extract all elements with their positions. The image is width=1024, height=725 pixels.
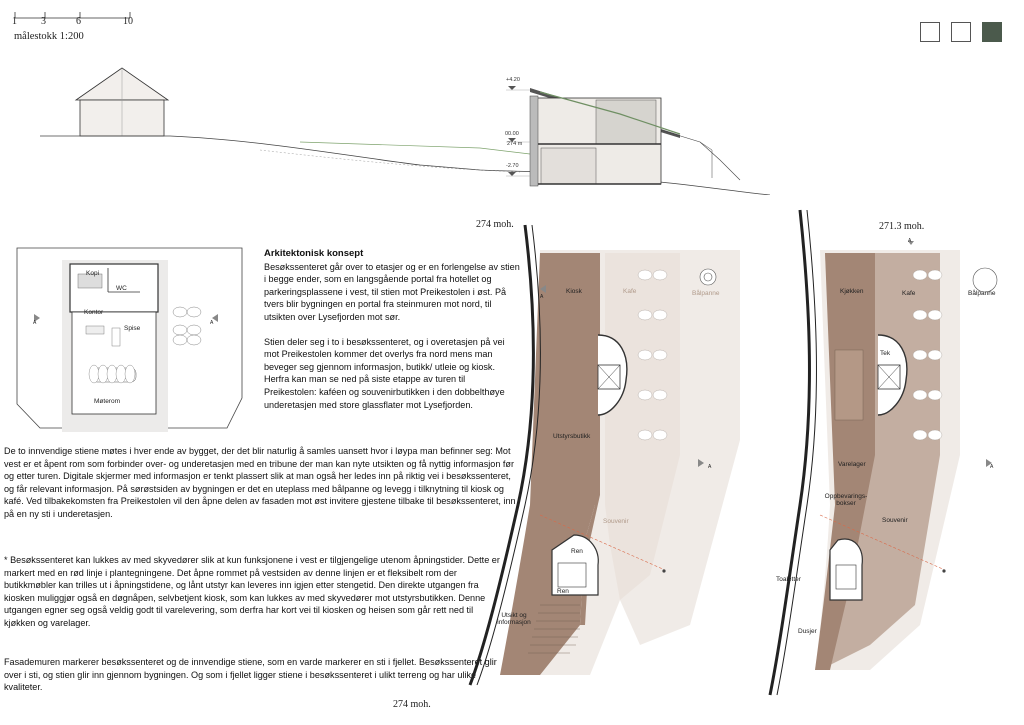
swatch-white-1 xyxy=(920,22,940,42)
scale-label: målestokk 1:200 xyxy=(14,31,84,42)
plan-small-marker-right: A xyxy=(210,320,214,326)
room-balpanne-upper: Bålpanne xyxy=(692,290,720,297)
room-kjokken: Kjøkken xyxy=(840,288,864,295)
scale-tick-6: 6 xyxy=(76,16,81,27)
room-kiosk: Kiosk xyxy=(566,288,582,295)
plan-upper-marker-left: A xyxy=(540,294,544,300)
level-label-bottom: -2.70 xyxy=(506,163,519,169)
concept-paragraph-2: Stien deler seg i to i besøkssenteret, og i overetasjen på vei mot Preikestolen kommer det overlys fra nord mens man beveger seg gjennom informasjon, butikk/ utleie og kiosk. Herfra kan man se ned på siste etappe av turen til Preikestolen: kaféen og souvenirbutikken i den dobbelthøye underetasjen med store glassflater mot Lysefjorden. xyxy=(264,336,505,410)
room-ren-1: Ren xyxy=(571,548,583,555)
room-kontor: Kontor xyxy=(84,309,104,316)
concept-title: Arkitektonisk konsept xyxy=(264,248,364,259)
section-building xyxy=(530,88,740,186)
room-ren-2: Ren xyxy=(557,588,569,595)
room-toaletter: Toaletter xyxy=(776,576,801,583)
room-kopi: Kopi xyxy=(86,270,100,277)
plan-lower xyxy=(760,205,1024,715)
scale-tick-3: 3 xyxy=(41,16,46,27)
level-label-zero: 00.00 xyxy=(505,131,519,137)
room-utstyrsbutikk: Utstyrsbutikk xyxy=(553,433,591,440)
plan-lower-marker-left: A xyxy=(908,238,912,244)
room-utsikt-informasjon: Utsikt og informasjon xyxy=(497,612,531,626)
plan-upper-marker-right: A xyxy=(708,464,712,470)
concept-paragraph-3: De to innvendige stiene møtes i hver ende av bygget, der det blir naturlig å samles uansett hvor i løypa man befinner seg: Mot vest er et åpent rom som forbinder over- og underetasjen med en tribune der man kan nyte utsikten og få nyttig informasjon før og etter turen. Digitale skjermer med informasjon er tenkt plassert slik at man også her ledes inn på riktig vei i besøkssenteret, og får relevant informasjon. På sørøstsiden av bygningen er det en uteplass med bålpanne og levegg i tilknytning til kiosk og kafé. Ved tilbakekomsten fra Preikestolen vil den åpne delen av fasaden mot øst invitere gjestene tilbake til besøkssenteret, inn på en ny sti i underetasjen. xyxy=(4,446,516,519)
plan-upper-elevation-bottom: 274 moh. xyxy=(393,699,431,710)
swatch-dark-green xyxy=(982,22,1002,42)
concept-paragraph-1: Besøkssenteret går over to etasjer og er en forlengelse av stien i begge ender, som en langsgående portal fra hotellet og parkeringsplassene i vest, til stien mot Preikestolen i øst. På tvers blir bygningen en portal fra steinmuren mot nord, til utsikten over Lysefjorden mot sør. xyxy=(264,261,520,322)
level-label-moh: 274 m xyxy=(507,141,523,147)
plan-upper xyxy=(440,205,740,715)
room-souvenir-upper: Souvenir xyxy=(603,518,629,525)
scale-tick-1: 1 xyxy=(12,16,17,27)
room-varelager: Varelager xyxy=(838,461,866,468)
room-wc: WC xyxy=(116,285,127,292)
room-souvenir-lower: Souvenir xyxy=(882,517,908,524)
plan-upper-elevation-top: 274 moh. xyxy=(476,219,514,230)
room-kafe-lower: Kafe xyxy=(902,290,916,297)
room-dusjer: Dusjer xyxy=(798,628,817,635)
concept-paragraph-5: Fasademuren markerer besøkssenteret og de innvendige stiene, som en varde markerer en sti i fjellet. Besøkssenteret glir over i sti, og stien glir inn gjennom bygningen. Og som i fjellet ligger stiene i besøkssenteret i ulikt terreng og har ulike kvaliteter. xyxy=(4,657,497,693)
room-kafe-upper: Kafe xyxy=(623,288,637,295)
plan-small-marker-left: A xyxy=(33,320,37,326)
plan-lower-marker-right: A xyxy=(990,464,994,470)
room-balpanne-lower: Bålpanne xyxy=(968,290,996,297)
concept-paragraph-4: * Besøkssenteret kan lukkes av med skyvedører slik at kun funksjonene i vest er tilgjengelige utenom åpningstider. Dette er markert med en rød linje i plantegningene. Det åpne rommet på vestsiden av denne linjen er et fleksibelt rom der butikkmøbler kan trilles ut i åpningstidene, og lånt utstyr kan leveres inn igjen etter stengetid. Den direkte utgangen fra kiosken muliggjør også en døgnåpen, selvbetjent kiosk, som kan lukkes av med skyvedører mot utstyrsbutikken. Denne utgangen egner seg også veldig godt til varelevering, som derfra har kort vei til kiosken og heisen som går rett ned til kjøkken og varelager. xyxy=(4,555,500,628)
scale-tick-10: 10 xyxy=(123,16,133,27)
room-moterom: Møterom xyxy=(94,398,120,405)
swatch-white-2 xyxy=(951,22,971,42)
plan-lower-elevation-top: 271.3 moh. xyxy=(879,221,925,232)
room-spise: Spise xyxy=(124,325,141,332)
section-drawing xyxy=(0,30,780,195)
room-oppbevaringsbokser: Oppbevarings-bokser xyxy=(824,493,868,507)
level-label-top: +4.20 xyxy=(506,77,520,83)
section-house-left xyxy=(76,68,168,136)
room-tek: Tek xyxy=(880,350,891,357)
